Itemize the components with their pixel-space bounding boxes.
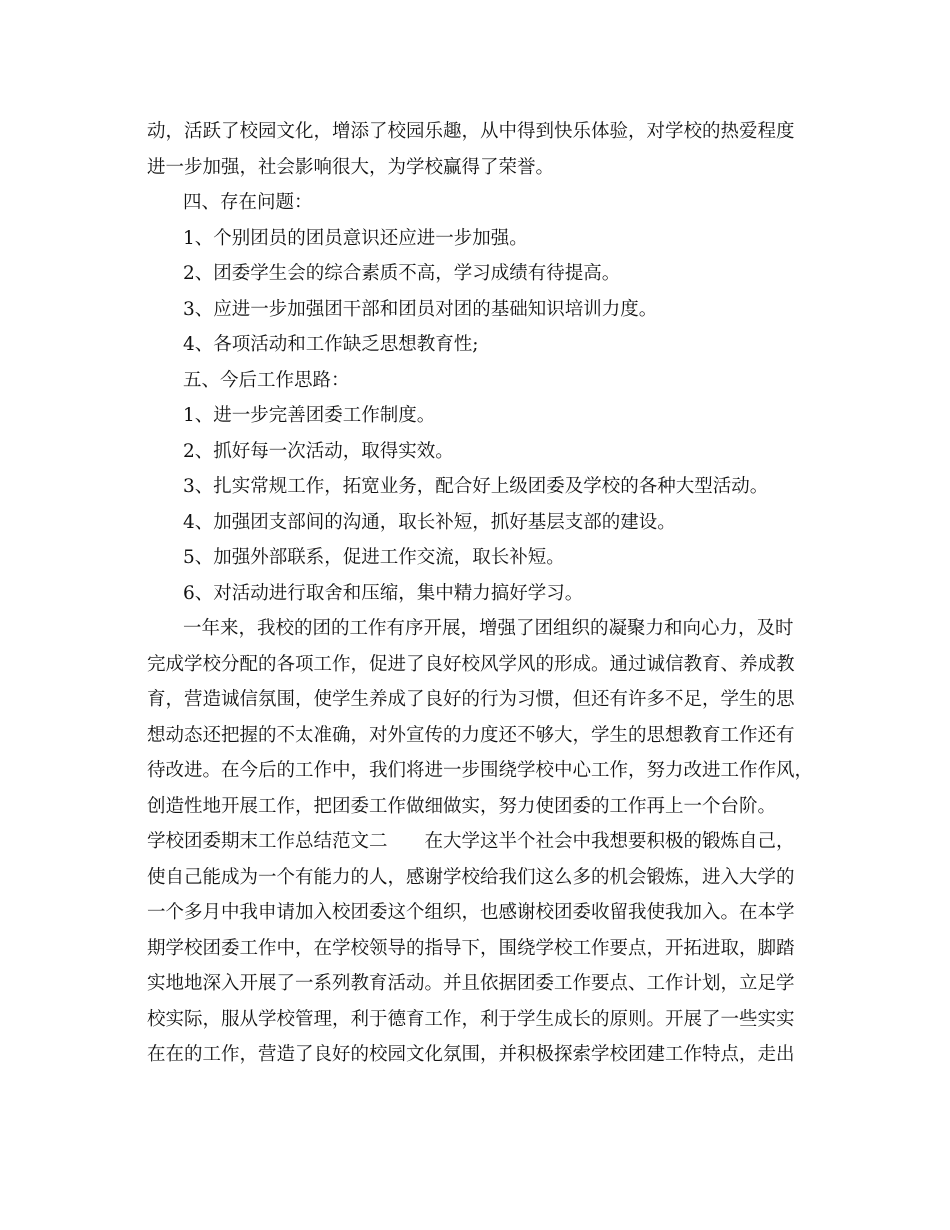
paragraph-line: 创造性地开展工作，把团委工作做细做实，努力使团委的工作再上一个台阶。 xyxy=(147,796,777,817)
paragraph-line: 一个多月中我申请加入校团委这个组织，也感谢校团委收留我使我加入。在本学 xyxy=(147,902,795,923)
paragraph-line: 学校团委期末工作总结范文二 在大学这半个社会中我想要积极的锻炼自己， xyxy=(147,831,795,852)
list-item: 3、扎实常规工作，拓宽业务，配合好上级团委及学校的各种大型活动。 xyxy=(183,476,769,497)
paragraph-line: 校实际，服从学校管理，利于德育工作，利于学生成长的原则。开展了一些实实 xyxy=(147,1009,795,1030)
list-item: 5、加强外部联系，促进工作交流，取长补短。 xyxy=(183,547,565,568)
list-item: 4、加强团支部间的沟通，取长补短，抓好基层支部的建设。 xyxy=(183,512,676,533)
list-item: 2、团委学生会的综合素质不高，学习成绩有待提高。 xyxy=(183,263,621,284)
list-item: 3、应进一步加强团干部和团员对团的基础知识培训力度。 xyxy=(183,299,658,320)
text-line: 动，活跃了校园文化，增添了校园乐趣，从中得到快乐体验，对学校的热爱程度 xyxy=(147,121,795,142)
paragraph-line: 想动态还把握的不太准确，对外宣传的力度还不够大，学生的思想教育工作还有 xyxy=(147,725,795,746)
list-item: 2、抓好每一次活动，取得实效。 xyxy=(183,441,454,462)
paragraph-line: 在在的工作，营造了良好的校园文化氛围，并积极探索学校团建工作特点，走出 xyxy=(147,1044,795,1065)
paragraph-line: 待改进。在今后的工作中，我们将进一步围绕学校中心工作，努力改进工作作风， xyxy=(147,760,814,781)
paragraph-line: 实地地深入开展了一系列教育活动。并且依据团委工作要点、工作计划，立足学 xyxy=(147,973,795,994)
list-item: 1、进一步完善团委工作制度。 xyxy=(183,405,436,426)
list-item: 4、各项活动和工作缺乏思想教育性; xyxy=(183,334,479,355)
section-heading: 四、存在问题： xyxy=(183,192,313,213)
text-line: 进一步加强，社会影响很大，为学校赢得了荣誉。 xyxy=(147,157,555,178)
paragraph-line: 期学校团委工作中，在学校领导的指导下，围绕学校工作要点，开拓进取，脚踏 xyxy=(147,938,795,959)
paragraph-line: 一年来，我校的团的工作有序开展，增强了团组织的凝聚力和向心力，及时 xyxy=(183,618,794,639)
section-heading: 五、今后工作思路： xyxy=(183,370,350,391)
paragraph-line: 完成学校分配的各项工作，促进了良好校风学风的形成。通过诚信教育、养成教 xyxy=(147,654,795,675)
paragraph-line: 育，营造诚信氛围，使学生养成了良好的行为习惯，但还有许多不足，学生的思 xyxy=(147,689,795,710)
list-item: 6、对活动进行取舍和压缩，集中精力搞好学习。 xyxy=(183,583,584,604)
list-item: 1、个别团员的团员意识还应进一步加强。 xyxy=(183,228,528,249)
paragraph-line: 使自己能成为一个有能力的人，感谢学校给我们这么多的机会锻炼，进入大学的 xyxy=(147,867,795,888)
